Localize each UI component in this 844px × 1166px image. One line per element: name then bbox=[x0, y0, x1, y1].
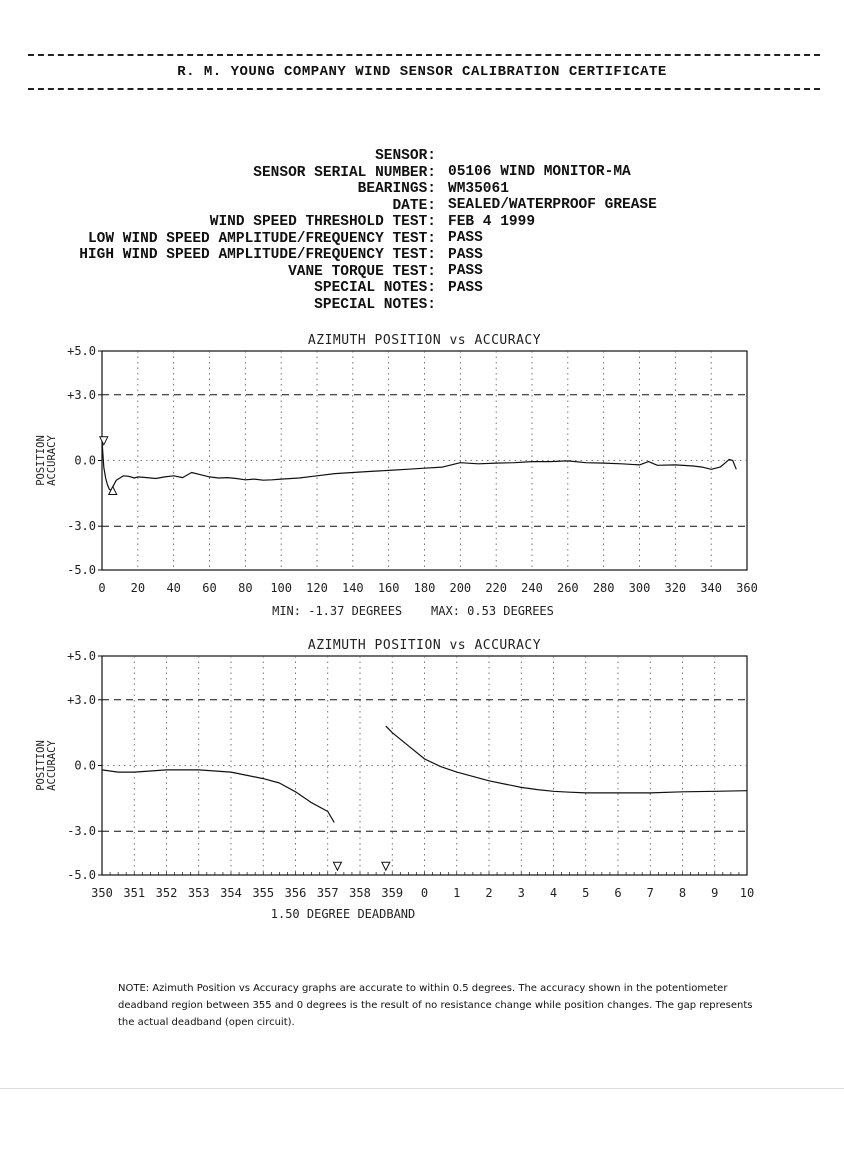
x-tick-label: 7 bbox=[646, 886, 654, 900]
y-tick-label: +5.0 bbox=[67, 649, 96, 663]
y-tick-label: -3.0 bbox=[67, 824, 96, 839]
azimuth-accuracy-chart-deadband bbox=[0, 630, 844, 930]
marker-down-triangle bbox=[100, 437, 108, 445]
y-tick-label: +5.0 bbox=[67, 344, 96, 358]
x-tick-label: 0 bbox=[420, 886, 429, 900]
x-tick-label: 1 bbox=[453, 886, 461, 900]
azimuth-accuracy-chart-full bbox=[0, 325, 844, 630]
x-tick-label: 140 bbox=[341, 581, 364, 595]
x-tick-label: 60 bbox=[202, 581, 217, 595]
y-axis-label: POSITION bbox=[35, 435, 47, 486]
info-row bbox=[0, 281, 844, 313]
x-axis-label: 1.50 DEGREE DEADBAND bbox=[270, 907, 416, 921]
data-series-line bbox=[102, 770, 334, 823]
x-tick-label: 20 bbox=[130, 581, 146, 595]
info-label: WIND SPEED THRESHOLD TEST: bbox=[209, 214, 436, 230]
x-tick-label: 2 bbox=[485, 886, 493, 900]
x-tick-label: 80 bbox=[238, 581, 253, 595]
y-tick-label: 0.0 bbox=[74, 453, 96, 468]
info-value: PASS bbox=[448, 246, 483, 263]
y-tick-label: -5.0 bbox=[67, 868, 96, 882]
x-tick-label: 200 bbox=[449, 581, 472, 595]
x-tick-label: 357 bbox=[316, 886, 339, 900]
x-tick-label: 355 bbox=[252, 886, 275, 900]
info-label: SENSOR SERIAL NUMBER: bbox=[253, 164, 436, 181]
x-tick-label: 10 bbox=[739, 886, 755, 900]
x-tick-label: 350 bbox=[91, 886, 113, 900]
info-value: PASS bbox=[448, 230, 483, 246]
y-tick-label: +3.0 bbox=[67, 387, 96, 402]
top-rule bbox=[28, 54, 820, 56]
y-axis-label: ACCURACY bbox=[46, 740, 58, 791]
x-tick-label: 320 bbox=[664, 581, 687, 595]
y-tick-label: -3.0 bbox=[67, 519, 96, 534]
x-tick-label: 180 bbox=[413, 581, 436, 595]
x-tick-label: 40 bbox=[166, 581, 181, 595]
x-tick-label: 300 bbox=[628, 581, 651, 595]
plot-frame bbox=[102, 351, 747, 570]
y-axis-label: POSITION bbox=[35, 740, 47, 791]
x-tick-label: 359 bbox=[381, 886, 404, 900]
x-tick-label: 353 bbox=[187, 886, 210, 900]
x-tick-label: 260 bbox=[556, 581, 579, 595]
x-tick-label: 6 bbox=[614, 886, 622, 900]
info-label: SENSOR: bbox=[375, 148, 436, 164]
scan-edge-line bbox=[0, 1088, 844, 1089]
y-tick-label: +3.0 bbox=[67, 692, 96, 707]
x-tick-label: 100 bbox=[270, 581, 293, 595]
plot-frame bbox=[102, 656, 747, 875]
x-tick-label: 351 bbox=[123, 886, 146, 900]
info-label: DATE: bbox=[392, 197, 436, 214]
info-label: SPECIAL NOTES: bbox=[314, 280, 436, 296]
info-label: VANE TORQUE TEST: bbox=[288, 263, 436, 280]
info-value: FEB 4 1999 bbox=[448, 213, 536, 230]
chart-title: AZIMUTH POSITION vs ACCURACY bbox=[307, 333, 542, 348]
marker-up-triangle bbox=[109, 487, 117, 495]
x-tick-label: 356 bbox=[284, 886, 307, 900]
x-tick-label: 160 bbox=[377, 581, 400, 595]
x-tick-label: 4 bbox=[549, 886, 558, 900]
calibration-note: NOTE: Azimuth Position vs Accuracy graphs are accurate to within 0.5 degrees. The accuracy shown in the potentiometer deadband region between 355 and 0 degrees is the result of no resistance change while position changes. The gap represents the actual deadband (open circuit). bbox=[118, 983, 753, 1028]
marker-down-triangle bbox=[382, 862, 390, 870]
info-value: PASS bbox=[448, 279, 483, 296]
x-tick-label: 220 bbox=[485, 581, 508, 595]
info-value: WM35061 bbox=[448, 180, 509, 197]
info-value: SEALED/WATERPROOF GREASE bbox=[448, 197, 657, 213]
x-tick-label: 0 bbox=[98, 581, 106, 595]
x-tick-label: 340 bbox=[700, 581, 723, 595]
info-label: BEARINGS: bbox=[357, 181, 436, 197]
x-tick-label: 240 bbox=[521, 581, 543, 595]
x-tick-label: 3 bbox=[517, 886, 525, 900]
marker-down-triangle bbox=[333, 862, 341, 870]
x-tick-label: 360 bbox=[736, 581, 758, 595]
x-tick-label: 8 bbox=[678, 886, 687, 900]
y-tick-label: -5.0 bbox=[67, 563, 96, 577]
info-label: LOW WIND SPEED AMPLITUDE/FREQUENCY TEST: bbox=[87, 230, 436, 247]
x-tick-label: 5 bbox=[582, 886, 590, 900]
data-series-line bbox=[102, 441, 736, 491]
certificate-title: R. M. YOUNG COMPANY WIND SENSOR CALIBRATION CERTIFICATE bbox=[177, 64, 667, 80]
y-axis-label: ACCURACY bbox=[46, 435, 58, 486]
x-tick-label: 9 bbox=[711, 886, 719, 900]
info-value: PASS bbox=[448, 263, 483, 279]
chart-summary: MIN: -1.37 DEGREES MAX: 0.53 DEGREES bbox=[272, 604, 554, 618]
info-label: HIGH WIND SPEED AMPLITUDE/FREQUENCY TEST: bbox=[79, 247, 436, 263]
y-tick-label: 0.0 bbox=[74, 758, 96, 773]
x-tick-label: 354 bbox=[220, 886, 242, 900]
title-rule bbox=[28, 88, 820, 90]
x-tick-label: 280 bbox=[592, 581, 615, 595]
info-label: SPECIAL NOTES: bbox=[314, 296, 436, 313]
chart-title: AZIMUTH POSITION vs ACCURACY bbox=[307, 638, 542, 653]
x-tick-label: 120 bbox=[306, 581, 328, 595]
info-value: 05106 WIND MONITOR-MA bbox=[448, 164, 631, 180]
x-tick-label: 352 bbox=[155, 886, 178, 900]
x-tick-label: 358 bbox=[349, 886, 371, 900]
data-series-line bbox=[386, 726, 747, 793]
